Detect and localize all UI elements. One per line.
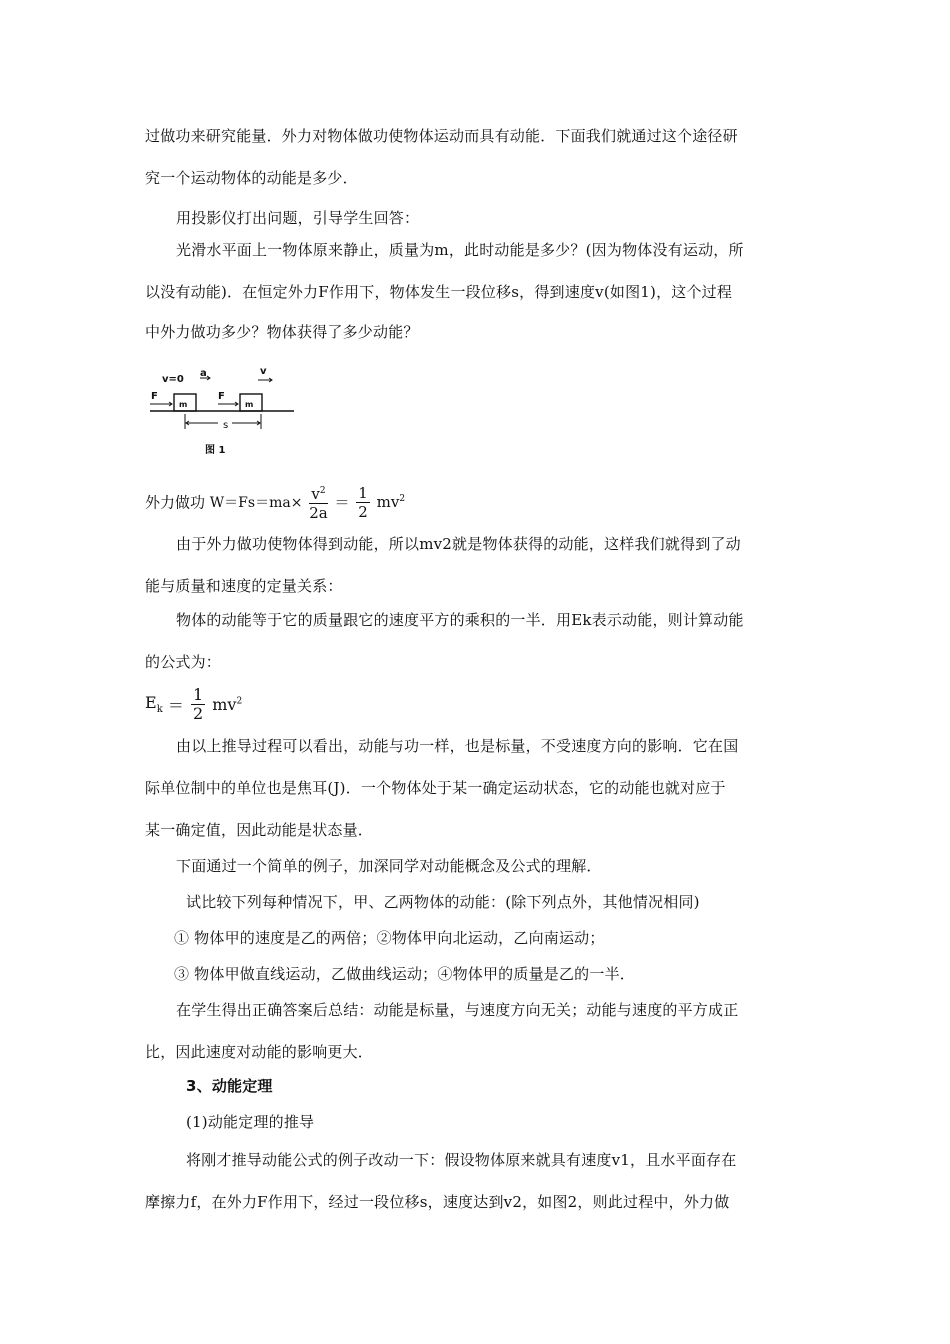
equals-sign: ＝	[334, 493, 350, 512]
exponent: 2	[399, 494, 406, 504]
paragraph-line: 将刚才推导动能公式的例子改动一下：假设物体原来就具有速度v1，且水平面存在	[186, 1151, 737, 1169]
paragraph-line: 以没有动能)．在恒定外力F作用下，物体发生一段位移s，得到速度v(如图1)，这个过程	[145, 283, 733, 301]
exponent: 2	[319, 486, 326, 496]
paragraph-line: 究一个运动物体的动能是多少．	[145, 169, 358, 187]
paragraph-line: 某一确定值，因此动能是状态量．	[145, 821, 374, 839]
figure-caption: 图 1	[205, 445, 226, 456]
figure-1-diagram	[148, 366, 298, 458]
paragraph-line: 物体的动能等于它的质量跟它的速度平方的乘积的一半．用Ek表示动能，则计算动能	[176, 611, 744, 629]
formula-tail	[212, 695, 242, 714]
paragraph-line: 用投影仪打出问题，引导学生回答：	[176, 209, 420, 227]
paragraph-line: ① 物体甲的速度是乙的两倍；②物体甲向北运动，乙向南运动；	[174, 929, 605, 947]
equals-sign: ＝	[167, 696, 184, 715]
mv-term: mv	[212, 695, 237, 714]
paragraph-line: 在学生得出正确答案后总结：动能是标量，与速度方向无关；动能与速度的平方成正	[176, 1001, 739, 1019]
section-heading: 3、动能定理	[186, 1077, 273, 1095]
paragraph-line: 由以上推导过程可以看出，动能与功一样，也是标量，不受速度方向的影响．它在国	[176, 737, 739, 755]
formula-prefix: 外力做功	[145, 493, 206, 512]
exponent: 2	[236, 696, 243, 707]
paragraph-line: ③ 物体甲做直线运动，乙做曲线运动；④物体甲的质量是乙的一半．	[174, 965, 635, 983]
fraction-numerator: 1	[358, 483, 368, 502]
fraction-one-half	[356, 484, 370, 521]
formula-lhs: W＝Fs＝ma×	[209, 495, 303, 511]
subsection-heading: (1)动能定理的推导	[186, 1113, 315, 1131]
fraction-denominator: 2a	[309, 504, 328, 522]
formula-tail	[377, 493, 405, 511]
paragraph-line: 摩擦力f，在外力F作用下，经过一段位移s，速度达到v2，如图2，则此过程中，外力做	[145, 1193, 730, 1211]
paragraph-line: 光滑水平面上一物体原来静止，质量为m，此时动能是多少？(因为物体没有运动，所	[176, 241, 744, 259]
v0-label: v=0	[162, 374, 184, 385]
fraction-denominator: 2	[358, 502, 368, 521]
fraction-numerator: 1	[192, 685, 204, 704]
mv-term: mv	[376, 493, 400, 511]
paragraph-line: 比，因此速度对动能的影响更大．	[145, 1043, 374, 1061]
kinetic-energy-formula	[145, 686, 242, 723]
paragraph-line: 能与质量和速度的定量关系：	[145, 577, 343, 595]
paragraph-line: 过做功来研究能量．外力对物体做功使物体运动而具有动能．下面我们就通过这个途径研	[145, 127, 738, 145]
fraction-denominator: 2	[192, 704, 204, 723]
paragraph-line: 下面通过一个简单的例子，加深同学对动能概念及公式的理解．	[176, 857, 602, 875]
paragraph-line: 中外力做功多少？物体获得了多少动能？	[145, 323, 419, 341]
fraction-one-half	[191, 686, 205, 723]
force-label-2: F	[218, 391, 225, 402]
paragraph-line: 由于外力做功使物体得到动能，所以mv2就是物体获得的动能，这样我们就得到了动	[176, 535, 741, 553]
mass-label-1: m	[179, 400, 188, 409]
fraction-numerator: v	[311, 485, 320, 503]
displacement-label: s	[223, 420, 229, 431]
force-label-1: F	[151, 391, 158, 402]
fraction-v2-over-2a	[309, 482, 328, 522]
energy-letter: E	[145, 693, 157, 713]
subscript: k	[156, 704, 163, 716]
mass-label-2: m	[245, 400, 254, 409]
a-label: a	[200, 368, 207, 379]
paragraph-line: 的公式为：	[145, 653, 222, 671]
paragraph-line: 际单位制中的单位也是焦耳(J)．一个物体处于某一确定运动状态，它的动能也就对应于	[145, 779, 726, 797]
paragraph-line: 试比较下列每种情况下，甲、乙两物体的动能：(除下列点外，其他情况相同)	[186, 893, 700, 911]
ek-symbol	[145, 693, 163, 716]
v-label: v	[260, 366, 267, 377]
work-formula	[145, 482, 405, 522]
